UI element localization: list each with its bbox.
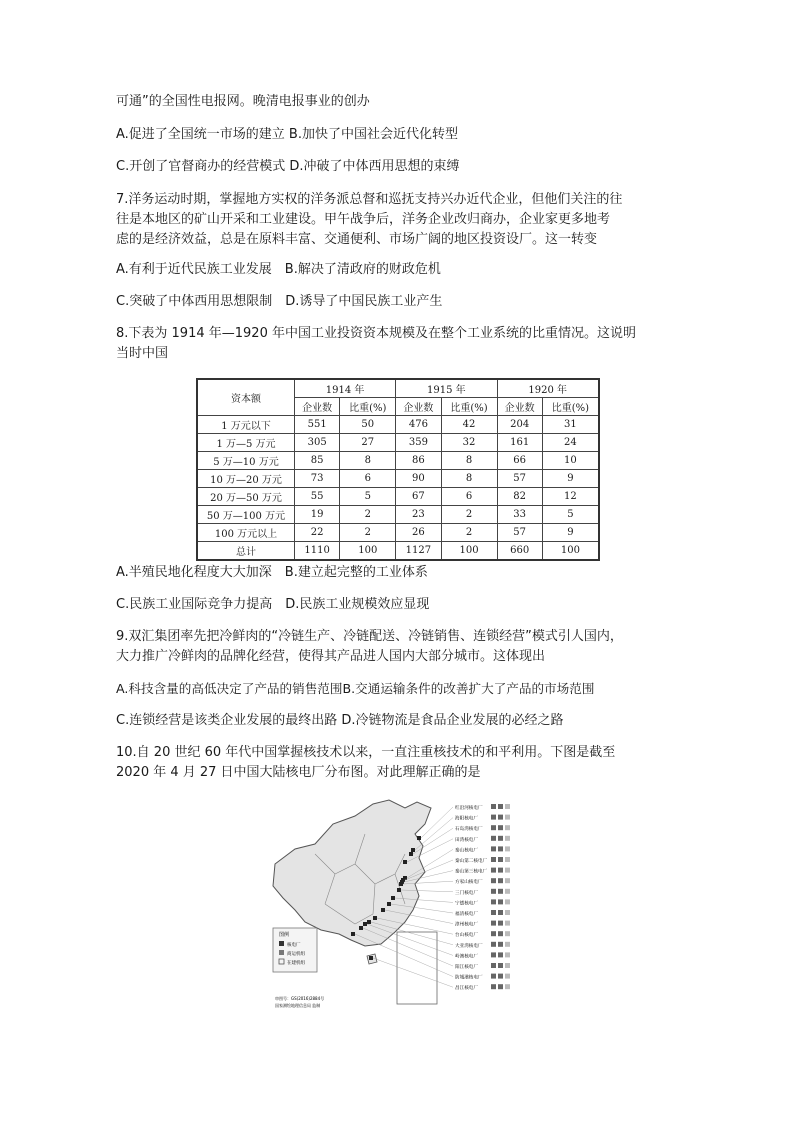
table-row xyxy=(197,506,599,524)
plant-marker xyxy=(399,882,403,886)
value-cell: 8 xyxy=(340,452,396,470)
q10-stem-1: 10.自 20 世纪 60 年代中国掌握核技术以来，一直注重核技术的和平利用。下图是截至 xyxy=(116,745,616,760)
unit-icon xyxy=(498,952,503,957)
plant-label: 漳州核电厂 xyxy=(455,922,478,928)
q6-options-ab: A.促进了全国统一市场的建立 B.加快了中国社会近代化转型 xyxy=(116,127,458,142)
value-cell: 90 xyxy=(396,470,441,488)
value-cell: 12 xyxy=(542,488,599,506)
q8-stem-2: 当时中国 xyxy=(116,346,169,361)
plant-marker xyxy=(363,922,367,926)
q7-stem-1: 7.洋务运动时期，掌握地方实权的洋务派总督和巡抚支持兴办近代企业，但他们关注的往 xyxy=(116,192,623,207)
map-footer-issuer: 国家测绘地理信息局 监制 xyxy=(275,1003,321,1008)
value-cell: 42 xyxy=(441,416,497,434)
value-cell: 86 xyxy=(396,452,441,470)
unit-icon xyxy=(498,825,503,830)
value-cell: 161 xyxy=(497,434,542,452)
unit-icon xyxy=(505,815,510,820)
plant-marker xyxy=(367,920,371,924)
unit-icon xyxy=(498,804,503,809)
unit-icon xyxy=(498,974,503,979)
year-header: 1914 年 xyxy=(295,379,396,398)
plant-marker xyxy=(391,896,395,900)
unit-icon xyxy=(498,984,503,989)
plant-marker xyxy=(359,926,363,930)
plant-marker xyxy=(409,852,413,856)
plant-marker xyxy=(411,848,415,852)
value-cell: 67 xyxy=(396,488,441,506)
value-cell: 359 xyxy=(396,434,441,452)
unit-icon xyxy=(491,846,496,851)
row-label-cell: 1 万—5 万元 xyxy=(197,434,295,452)
q6-options-cd: C.开创了官督商办的经营模式 D.冲破了中体西用思想的束缚 xyxy=(116,159,460,174)
table-row xyxy=(197,434,599,452)
plant-label: 大亚湾核电厂 xyxy=(455,943,483,949)
unit-icon xyxy=(498,942,503,947)
map-footer-approval: 审图号：GS(2016)2884号 xyxy=(275,996,325,1001)
plant-label: 秦山第二核电厂 xyxy=(455,859,488,864)
table-row xyxy=(197,470,599,488)
value-cell: 2 xyxy=(441,506,497,524)
legend-marker-plant xyxy=(279,941,284,946)
sub-header: 企业数 xyxy=(295,398,340,416)
plant-label: 石岛湾核电厂 xyxy=(455,827,483,833)
legend-label: 核电厂 xyxy=(287,943,301,948)
plant-label: 海阳核电厂 xyxy=(455,816,478,822)
value-cell: 66 xyxy=(497,452,542,470)
nuclear-plant-map xyxy=(255,794,545,1014)
unit-icon xyxy=(491,931,496,936)
value-cell: 305 xyxy=(295,434,340,452)
q6-stem-tail: 可通”的全国性电报网。晚清电报事业的创办 xyxy=(116,94,370,109)
unit-icon xyxy=(505,963,510,968)
value-cell: 551 xyxy=(295,416,340,434)
unit-icon xyxy=(491,857,496,862)
unit-icon xyxy=(498,963,503,968)
unit-icon xyxy=(491,974,496,979)
table-row xyxy=(197,452,599,470)
value-cell: 100 xyxy=(441,542,497,561)
unit-icon xyxy=(505,942,510,947)
unit-icon xyxy=(491,952,496,957)
value-cell: 22 xyxy=(295,524,340,542)
unit-icon xyxy=(491,984,496,989)
table-row xyxy=(197,524,599,542)
sub-header: 比重(%) xyxy=(340,398,396,416)
unit-icon xyxy=(498,878,503,883)
plant-marker xyxy=(381,908,385,912)
sub-header: 企业数 xyxy=(497,398,542,416)
legend-label: 在建机组 xyxy=(287,961,305,966)
value-cell: 85 xyxy=(295,452,340,470)
row-label-cell: 20 万—50 万元 xyxy=(197,488,295,506)
value-cell: 204 xyxy=(497,416,542,434)
unit-icon xyxy=(498,836,503,841)
row-label-cell: 5 万—10 万元 xyxy=(197,452,295,470)
value-cell: 26 xyxy=(396,524,441,542)
unit-icon xyxy=(491,836,496,841)
plant-marker xyxy=(417,836,421,840)
row-label-cell: 50 万—100 万元 xyxy=(197,506,295,524)
unit-icon xyxy=(505,974,510,979)
plant-label: 岭澳核电厂 xyxy=(455,954,478,960)
year-header: 1920 年 xyxy=(497,379,599,398)
unit-icon xyxy=(498,815,503,820)
sub-header: 比重(%) xyxy=(441,398,497,416)
q8-options-cd: C.民族工业国际竞争力提高 D.民族工业规模效应显现 xyxy=(116,597,430,612)
unit-icon xyxy=(491,963,496,968)
plant-label: 方家山核电厂 xyxy=(455,880,483,886)
capital-table-container xyxy=(196,378,600,561)
row-label-cell: 1 万元以下 xyxy=(197,416,295,434)
plant-label: 秦山第三核电厂 xyxy=(455,869,488,875)
sub-header: 比重(%) xyxy=(542,398,599,416)
unit-icon xyxy=(491,825,496,830)
value-cell: 100 xyxy=(542,542,599,561)
plant-label: 福清核电厂 xyxy=(455,912,478,917)
plant-label: 红沿河核电厂 xyxy=(455,806,483,811)
table-total-row xyxy=(197,542,599,561)
value-cell: 8 xyxy=(441,452,497,470)
unit-icon xyxy=(498,899,503,904)
plant-marker xyxy=(373,916,377,920)
value-cell: 9 xyxy=(542,524,599,542)
unit-icon xyxy=(505,878,510,883)
unit-icon xyxy=(505,868,510,873)
value-cell: 9 xyxy=(542,470,599,488)
q7-options-ab: A.有利于近代民族工业发展 B.解决了清政府的财政危机 xyxy=(116,262,441,277)
value-cell: 32 xyxy=(441,434,497,452)
value-cell: 50 xyxy=(340,416,396,434)
value-cell: 476 xyxy=(396,416,441,434)
unit-icon xyxy=(505,825,510,830)
unit-icon xyxy=(498,868,503,873)
unit-icon xyxy=(491,815,496,820)
legend-label: 商运机组 xyxy=(287,952,305,957)
plant-marker xyxy=(351,932,355,936)
unit-icon xyxy=(491,804,496,809)
capital-table xyxy=(196,378,600,561)
plant-marker xyxy=(403,860,407,864)
year-header: 1915 年 xyxy=(396,379,497,398)
plant-marker xyxy=(387,902,391,906)
row-label-cell: 100 万元以上 xyxy=(197,524,295,542)
q8-options-ab: A.半殖民地化程度大大加深 B.建立起完整的工业体系 xyxy=(116,565,428,580)
q9-options-cd: C.连锁经营是该类企业发展的最终出路 D.冷链物流是食品企业发展的必经之路 xyxy=(116,713,564,728)
unit-icon xyxy=(505,984,510,989)
unit-icon xyxy=(498,889,503,894)
unit-icon xyxy=(491,889,496,894)
plant-label: 三门核电厂 xyxy=(455,890,478,896)
unit-icon xyxy=(491,878,496,883)
value-cell: 55 xyxy=(295,488,340,506)
value-cell: 2 xyxy=(340,524,396,542)
q10-stem-2: 2020 年 4 月 27 日中国大陆核电厂分布图。对此理解正确的是 xyxy=(116,765,481,780)
unit-icon xyxy=(505,921,510,926)
unit-icon xyxy=(498,846,503,851)
value-cell: 660 xyxy=(497,542,542,561)
value-cell: 6 xyxy=(441,488,497,506)
legend-title: 图例 xyxy=(279,932,290,938)
value-cell: 82 xyxy=(497,488,542,506)
unit-icon xyxy=(505,804,510,809)
unit-icon xyxy=(505,931,510,936)
unit-icon xyxy=(498,857,503,862)
value-cell: 6 xyxy=(340,470,396,488)
value-cell: 5 xyxy=(340,488,396,506)
value-cell: 8 xyxy=(441,470,497,488)
unit-icon xyxy=(505,889,510,894)
row-label-cell: 10 万—20 万元 xyxy=(197,470,295,488)
value-cell: 1127 xyxy=(396,542,441,561)
plant-label: 阳江核电厂 xyxy=(455,965,478,970)
unit-icon xyxy=(498,921,503,926)
unit-icon xyxy=(491,921,496,926)
table-corner-header: 资本额 xyxy=(197,379,295,416)
unit-icon xyxy=(505,952,510,957)
q8-stem-1: 8.下表为 1914 年—1920 年中国工业投资资本规模及在整个工业系统的比重情况。这说明 xyxy=(116,326,636,341)
q7-options-cd: C.突破了中体西用思想限制 D.诱导了中国民族工业产生 xyxy=(116,294,443,309)
plant-label: 台山核电厂 xyxy=(455,933,478,939)
value-cell: 100 xyxy=(340,542,396,561)
value-cell: 1110 xyxy=(295,542,340,561)
value-cell: 2 xyxy=(441,524,497,542)
plant-marker xyxy=(369,956,373,960)
value-cell: 23 xyxy=(396,506,441,524)
q7-stem-3: 虑的是经济效益，总是在原料丰富、交通便利、市场广阔的地区投资设厂。这一转变 xyxy=(116,232,598,247)
unit-icon xyxy=(491,868,496,873)
value-cell: 10 xyxy=(542,452,599,470)
unit-icon xyxy=(491,899,496,904)
q9-stem-2: 大力推广冷鲜肉的品牌化经营，使得其产品进人国内大部分城市。这体现出 xyxy=(116,649,546,664)
value-cell: 57 xyxy=(497,524,542,542)
china-map-figure xyxy=(255,794,545,1014)
value-cell: 19 xyxy=(295,506,340,524)
q7-stem-2: 往是本地区的矿山开采和工业建设。甲午战争后，洋务企业改归商办，企业家更多地考 xyxy=(116,212,611,227)
unit-icon xyxy=(491,910,496,915)
value-cell: 2 xyxy=(340,506,396,524)
plant-label: 昌江核电厂 xyxy=(455,986,478,992)
row-label-cell: 总计 xyxy=(197,542,295,561)
unit-icon xyxy=(491,942,496,947)
unit-icon xyxy=(498,931,503,936)
sub-header: 企业数 xyxy=(396,398,441,416)
value-cell: 27 xyxy=(340,434,396,452)
plant-label: 防城港核电厂 xyxy=(455,975,483,981)
value-cell: 73 xyxy=(295,470,340,488)
value-cell: 24 xyxy=(542,434,599,452)
unit-icon xyxy=(498,910,503,915)
legend-marker-operating xyxy=(279,950,284,955)
table-row xyxy=(197,416,599,434)
plant-label: 宁德核电厂 xyxy=(455,901,478,907)
unit-icon xyxy=(505,910,510,915)
plant-label: 田湾核电厂 xyxy=(455,837,478,843)
table-row xyxy=(197,488,599,506)
unit-icon xyxy=(505,836,510,841)
unit-icon xyxy=(505,899,510,904)
value-cell: 57 xyxy=(497,470,542,488)
q9-stem-1: 9.双汇集团率先把冷鲜肉的“冷链生产、冷链配送、冷链销售、连锁经营”模式引人国内， xyxy=(116,629,623,644)
plant-marker xyxy=(397,888,401,892)
value-cell: 5 xyxy=(542,506,599,524)
q9-options-ab: A.科技含量的高低决定了产品的销售范围B.交通运输条件的改善扩大了产品的市场范围 xyxy=(116,681,595,696)
value-cell: 33 xyxy=(497,506,542,524)
plant-label: 秦山核电厂 xyxy=(455,848,478,854)
value-cell: 31 xyxy=(542,416,599,434)
table-body xyxy=(197,416,599,561)
unit-icon xyxy=(505,846,510,851)
unit-icon xyxy=(505,857,510,862)
